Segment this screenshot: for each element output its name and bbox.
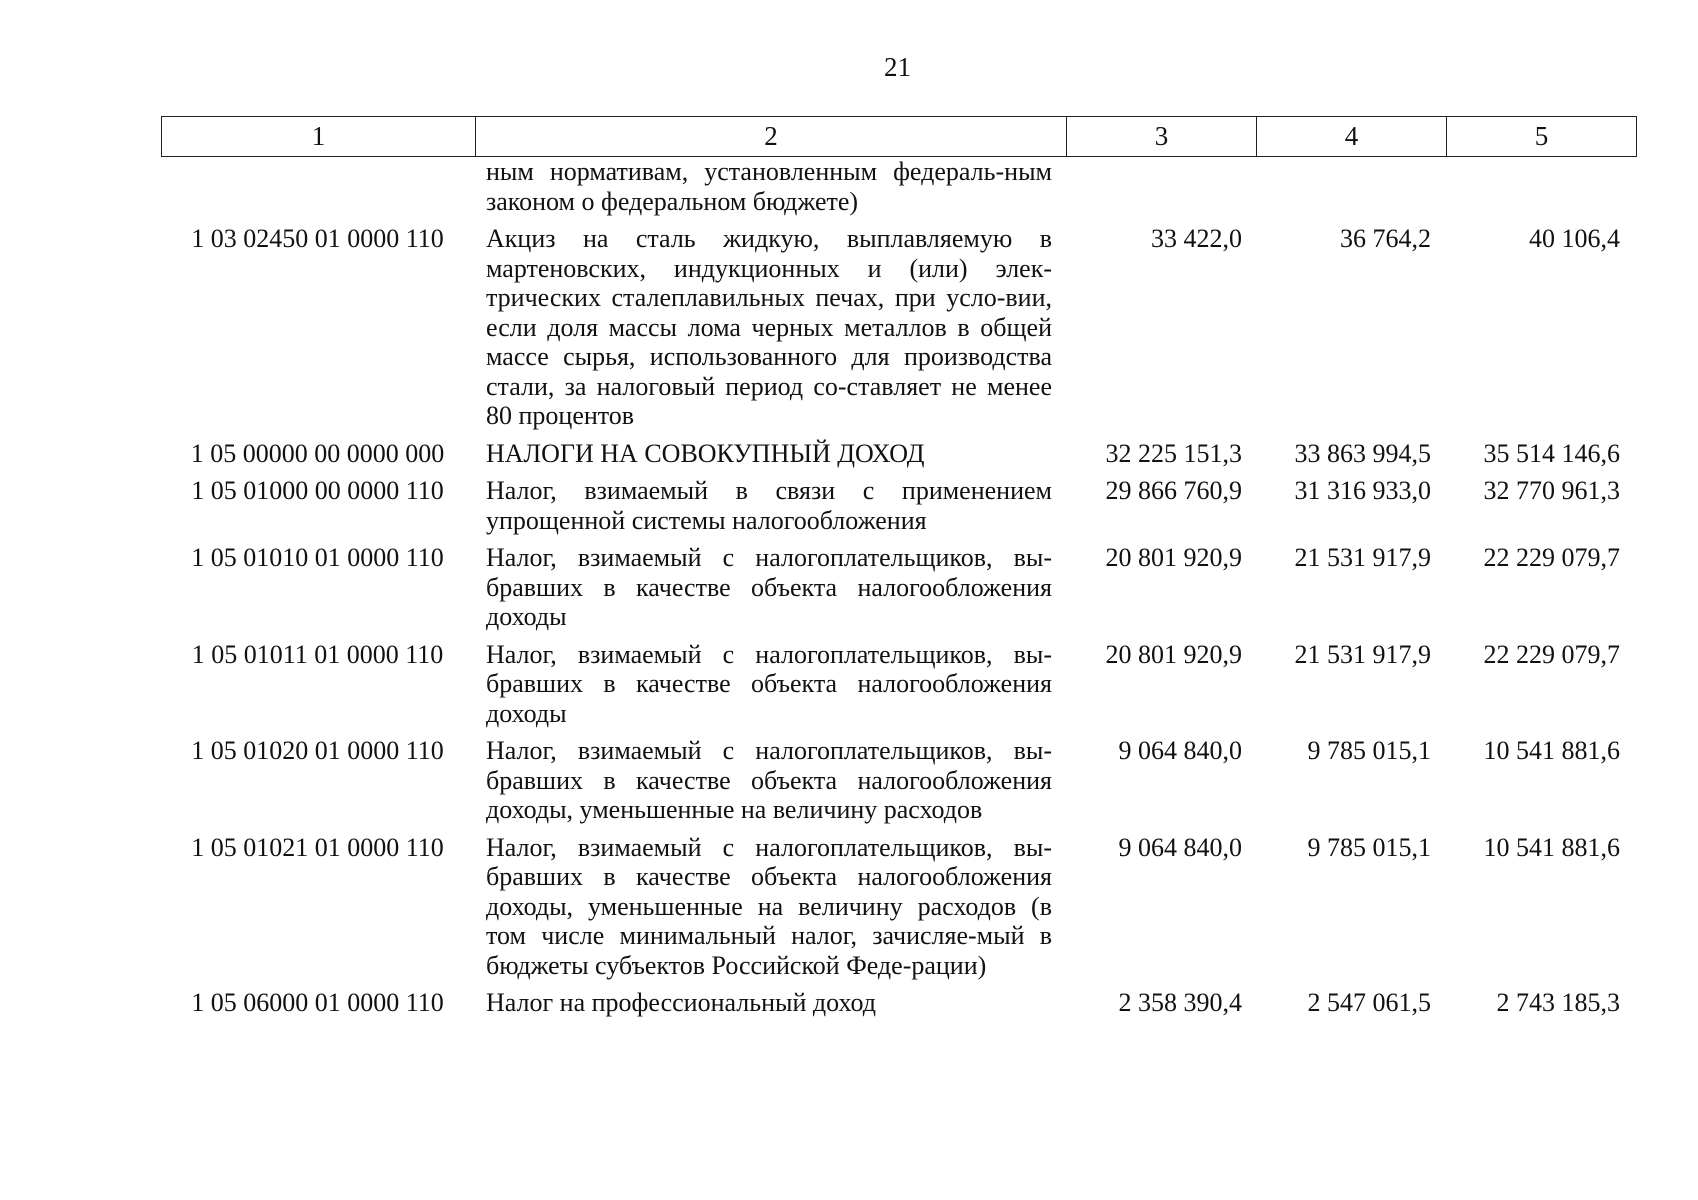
row-value-col5: 32 770 961,3	[1483, 476, 1620, 505]
row-value-col5	[1442, 157, 1631, 224]
header-col-3: 3	[1067, 117, 1257, 157]
row-description: Налог, взимаемый с налогоплательщиков, вы-бравших в качестве объекта налогообложения доходы, уменьшенные на величину расходов	[486, 736, 1052, 824]
table-row	[161, 833, 1631, 989]
header-col-2: 2	[476, 117, 1067, 157]
row-description: Налог на профессиональный доход	[486, 988, 876, 1017]
table-row	[161, 224, 1631, 439]
row-description: ным нормативам, установленным федераль-ным законом о федеральном бюджете)	[486, 157, 1052, 216]
row-code: 1 05 06000 01 0000 110	[191, 988, 444, 1017]
row-description: Налог, взимаемый с налогоплательщиков, вы-бравших в качестве объекта налогообложения доходы, уменьшенные на величину расходов (в том числе минимальный налог, зачисляе-мый в бюджеты субъектов Российской Феде-рации)	[486, 832, 1052, 980]
row-description: Налог, взимаемый с налогоплательщиков, вы-бравших в качестве объекта налогообложения доходы	[486, 639, 1052, 728]
header-col-5: 5	[1447, 117, 1637, 157]
row-code: 1 05 01010 01 0000 110	[191, 543, 444, 572]
row-value-col3: 20 801 920,9	[1105, 639, 1242, 669]
row-value-col4: 9 785 015,1	[1307, 832, 1431, 862]
row-code: 1 03 02450 01 0000 110	[191, 224, 444, 253]
row-code: 1 05 01021 01 0000 110	[191, 832, 444, 862]
budget-table	[161, 157, 1631, 1026]
row-code: 1 05 01000 00 0000 110	[191, 476, 444, 505]
row-description: НАЛОГИ НА СОВОКУПНЫЙ ДОХОД	[486, 438, 925, 468]
header-col-4: 4	[1257, 117, 1447, 157]
table-row	[161, 988, 1631, 1026]
row-value-col3: 32 225 151,3	[1105, 438, 1242, 468]
table-row	[161, 157, 1631, 224]
header-row	[162, 117, 1637, 157]
row-value-col3: 33 422,0	[1151, 224, 1242, 253]
row-description: Налог, взимаемый с налогоплательщиков, вы-бравших в качестве объекта налогообложения доходы	[486, 543, 1052, 631]
row-value-col5: 35 514 146,6	[1483, 438, 1620, 468]
row-code	[161, 157, 474, 224]
row-value-col5: 10 541 881,6	[1483, 736, 1620, 765]
row-description: Акциз на сталь жидкую, выплавляемую в мартеновских, индукционных и (или) элек-трических сталеплавильных печах, при усло-вии, если доля массы лома черных металлов в общей массе сырья, использованного для производства стали, за налоговый период со-ставляет не менее 80 процентов	[486, 224, 1052, 430]
row-value-col4	[1253, 157, 1442, 224]
row-value-col4: 31 316 933,0	[1294, 476, 1431, 505]
table-row	[161, 736, 1631, 833]
row-value-col4: 33 863 994,5	[1294, 438, 1431, 468]
row-value-col5: 22 229 079,7	[1483, 543, 1620, 572]
row-value-col4: 9 785 015,1	[1307, 736, 1431, 765]
row-value-col4: 21 531 917,9	[1294, 543, 1431, 572]
table-header	[161, 116, 1637, 157]
table-row	[161, 640, 1631, 737]
table-row	[161, 543, 1631, 640]
row-value-col4: 36 764,2	[1340, 224, 1431, 253]
row-value-col5: 40 106,4	[1529, 224, 1620, 253]
row-value-col5: 22 229 079,7	[1483, 639, 1620, 669]
row-value-col3: 29 866 760,9	[1105, 476, 1242, 505]
row-code: 1 05 00000 00 0000 000	[190, 438, 445, 468]
row-value-col3: 20 801 920,9	[1105, 543, 1242, 572]
row-value-col5: 10 541 881,6	[1483, 832, 1620, 862]
row-description: Налог, взимаемый в связи с применением упрощенной системы налогообложения	[486, 476, 1052, 535]
row-value-col4: 2 547 061,5	[1307, 988, 1431, 1017]
row-code: 1 05 01020 01 0000 110	[191, 736, 444, 765]
row-value-col3	[1064, 157, 1253, 224]
page-number: 21	[884, 52, 911, 82]
row-value-col3: 2 358 390,4	[1118, 988, 1242, 1017]
table-row	[161, 439, 1631, 477]
row-value-col5: 2 743 185,3	[1496, 988, 1620, 1017]
header-col-1: 1	[162, 117, 476, 157]
table-row	[161, 476, 1631, 543]
row-value-col4: 21 531 917,9	[1294, 639, 1431, 669]
row-code: 1 05 01011 01 0000 110	[191, 639, 444, 669]
row-value-col3: 9 064 840,0	[1118, 736, 1242, 765]
row-value-col3: 9 064 840,0	[1118, 832, 1242, 862]
